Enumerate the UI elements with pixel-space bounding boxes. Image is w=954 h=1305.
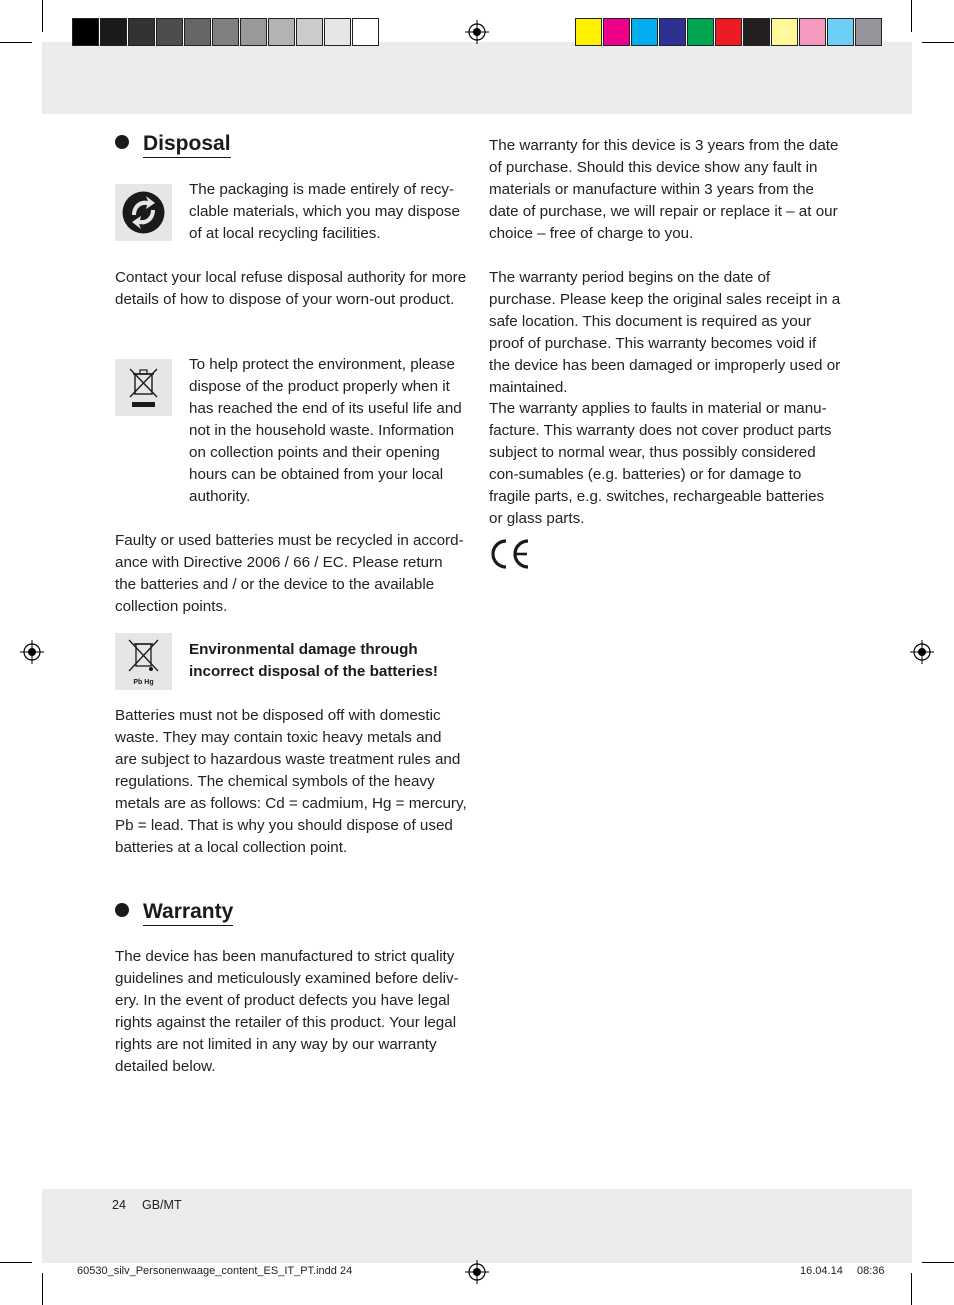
disposal-heading: Disposal — [115, 132, 231, 158]
bullet-icon — [115, 135, 129, 149]
locale-code: GB/MT — [142, 1198, 182, 1212]
crossed-bin-icon — [115, 359, 172, 416]
color-swatch — [575, 18, 602, 46]
color-swatch — [771, 18, 798, 46]
color-swatch — [827, 18, 854, 46]
battery-disposal-icon — [115, 633, 172, 690]
heavy-metals-text: Batteries must not be disposed off with domestic waste. They may contain toxic heavy metals and are subject to hazardous waste treatment rules and regulations. The chemical symbols of the heavy metals are as follows: Cd = cadmium, Hg = mercury, Pb = lead. That is why you should dispose of used batteries at a local collection point. — [115, 707, 467, 856]
packaging-text: The packaging is made entirely of recy-clable materials, which you may dispose of at local recycling facilities. — [189, 181, 460, 242]
color-swatch — [631, 18, 658, 46]
ce-mark-icon — [489, 538, 533, 570]
warranty-applies-text: The warranty applies to faults in material or manu-facture. This warranty does not cover product parts subject to normal wear, thus possibly considered con-sumables (e.g. batteries) or for damage to fragile parts, e.g. switches, rechargeable batteries or glass parts. — [489, 400, 832, 527]
color-swatch — [352, 18, 379, 46]
batteries-text: Faulty or used batteries must be recycled in accord-ance with Directive 2006 / 66 / EC. Please return the batteries and / or the device to the available collection points. — [115, 532, 464, 615]
color-swatch — [603, 18, 630, 46]
environment-text: To help protect the environment, please dispose of the product properly when it has reached the end of its useful life and not in the household waste. Information on collection points and their opening hours can be obtained from your local authority. — [189, 356, 462, 505]
page-number: 24 — [112, 1198, 126, 1212]
color-swatch — [128, 18, 155, 46]
warranty-period-text: The warranty for this device is 3 years from the date of purchase. Should this device show any fault in materials or manufacture within 3 years from the date of purchase, we will repair or replace it – at our choice – free of charge to you. — [489, 137, 839, 242]
registration-mark-icon — [465, 20, 489, 44]
recycling-symbol-icon — [115, 184, 172, 241]
print-time: 08:36 — [857, 1265, 885, 1277]
print-date: 16.04.14 — [800, 1265, 843, 1277]
color-swatch — [743, 18, 770, 46]
color-swatch — [715, 18, 742, 46]
bullet-icon — [115, 903, 129, 917]
header-band — [42, 42, 912, 114]
battery-warning-text: Environmental damage through incorrect disposal of the batteries! — [189, 641, 438, 680]
color-swatch — [659, 18, 686, 46]
color-swatch — [212, 18, 239, 46]
file-name: 60530_silv_Personenwaage_content_ES_IT_PT.indd 24 — [77, 1265, 353, 1277]
warranty-intro-text: The device has been manufactured to strict quality guidelines and meticulously examined before deliv-ery. In the event of product defects you have legal rights against the retailer of this product. Your legal rights are not limited in any way by our warranty detailed below. — [115, 948, 459, 1075]
warranty-heading: Warranty — [115, 900, 233, 926]
warranty-begins-text: The warranty period begins on the date of purchase. Please keep the original sales receipt in a safe location. This document is required as your proof of purchase. This warranty becomes void if the device has been damaged or improperly used or maintained. — [489, 269, 841, 396]
color-swatch — [799, 18, 826, 46]
color-swatch — [268, 18, 295, 46]
color-swatch — [687, 18, 714, 46]
color-swatch — [324, 18, 351, 46]
svg-text:Pb Hg: Pb Hg — [133, 679, 154, 686]
registration-mark-icon — [910, 640, 934, 664]
registration-mark-icon — [465, 1260, 489, 1284]
color-swatch — [855, 18, 882, 46]
color-swatch — [240, 18, 267, 46]
color-swatch — [156, 18, 183, 46]
color-swatch — [296, 18, 323, 46]
color-swatch — [184, 18, 211, 46]
color-swatch — [100, 18, 127, 46]
registration-mark-icon — [20, 640, 44, 664]
contact-text: Contact your local refuse disposal authority for more details of how to dispose of your worn-out product. — [115, 269, 467, 308]
color-swatch — [72, 18, 99, 46]
